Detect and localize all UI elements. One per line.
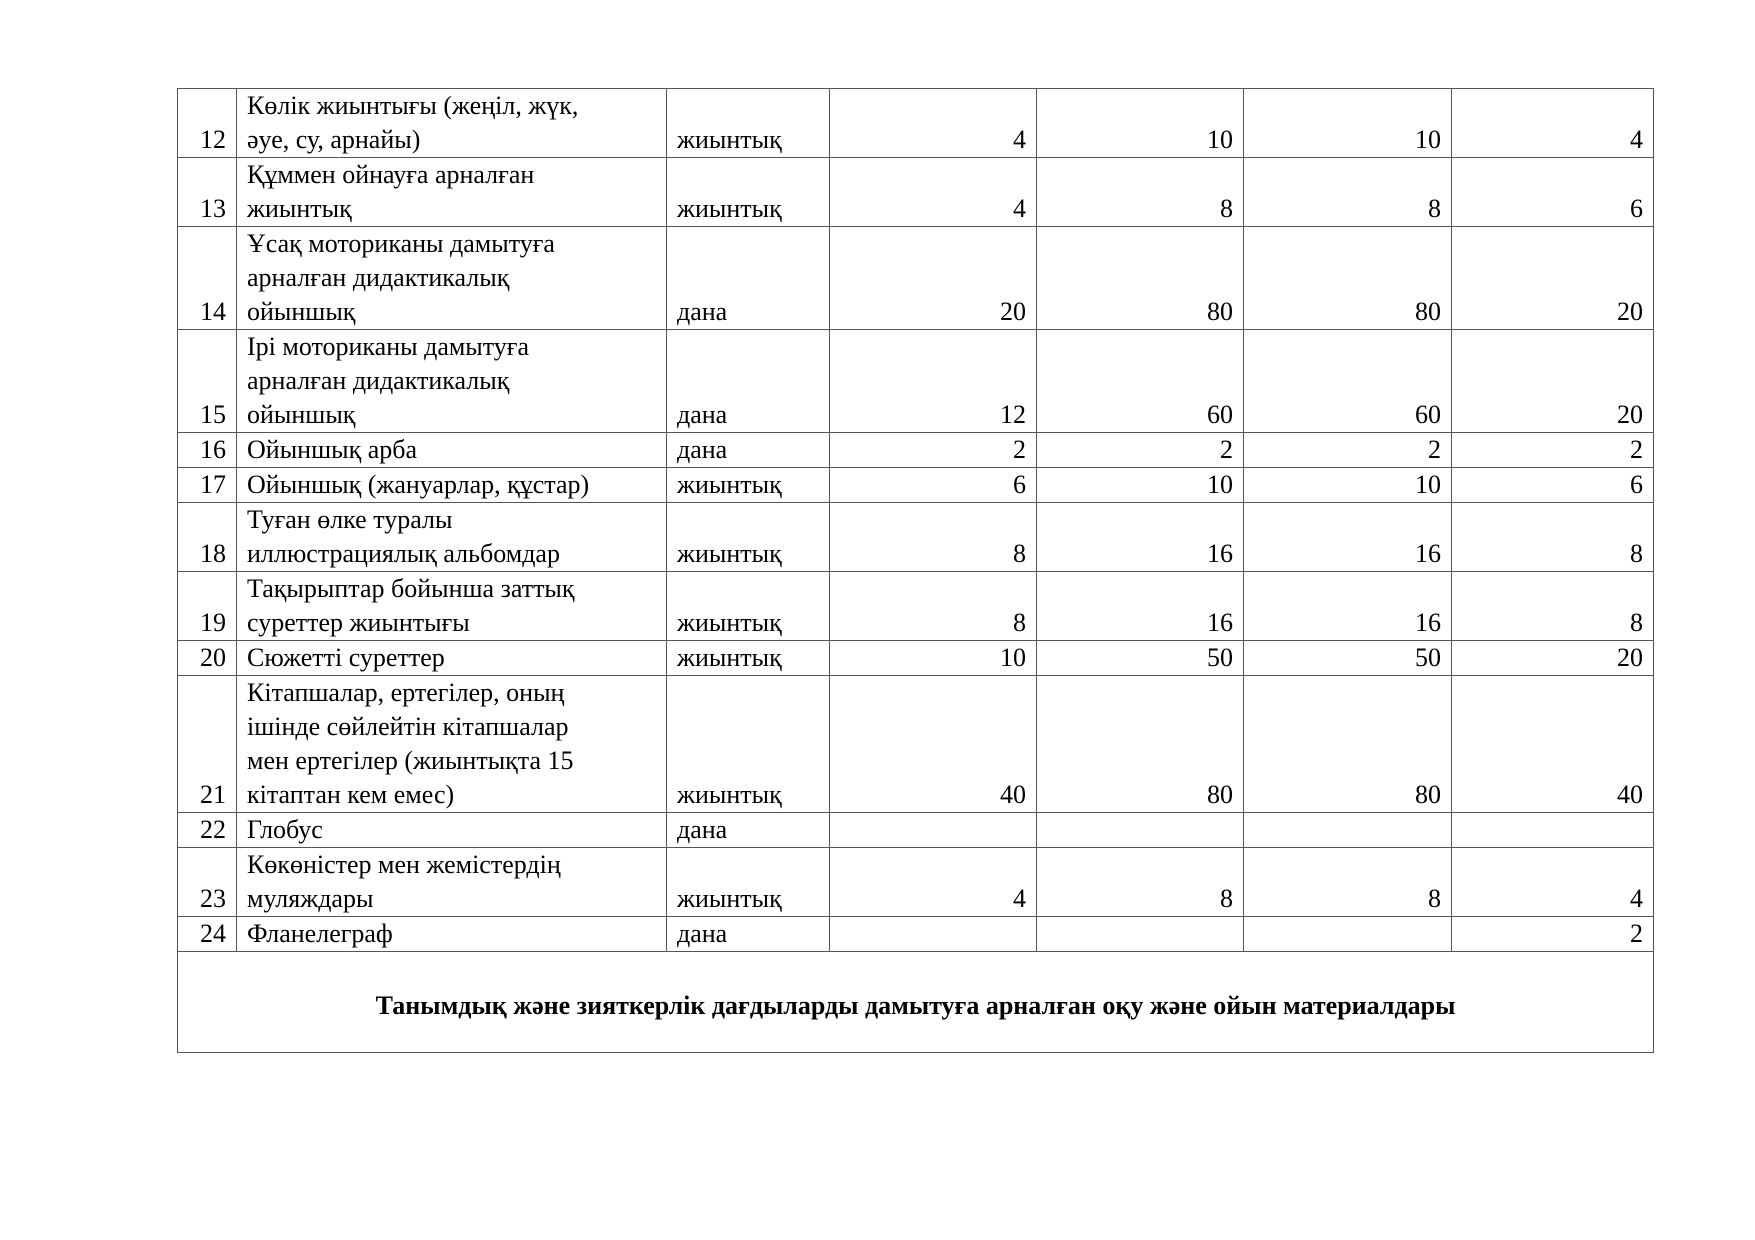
table-row	[178, 503, 1654, 572]
quantity-col-1-cell: 8	[830, 503, 1037, 572]
quantity-col-4-cell: 4	[1452, 89, 1654, 158]
item-name-cell: Ірі моториканы дамытуға арналған дидактикалық ойыншық	[237, 330, 667, 433]
unit-of-measure-cell: жиынтық	[667, 572, 830, 641]
quantity-col-1-cell: 10	[830, 641, 1037, 676]
unit-of-measure-cell: жиынтық	[667, 848, 830, 917]
item-name-cell: Ұсақ моториканы дамытуға арналған дидактикалық ойыншық	[237, 227, 667, 330]
row-number-cell: 24	[178, 917, 237, 952]
unit-of-measure-cell: жиынтық	[667, 641, 830, 676]
unit-of-measure-cell: дана	[667, 330, 830, 433]
quantity-col-2-cell: 50	[1037, 641, 1244, 676]
quantity-col-3-cell	[1244, 917, 1452, 952]
quantity-col-2-cell: 16	[1037, 503, 1244, 572]
quantity-col-1-cell: 4	[830, 848, 1037, 917]
quantity-col-4-cell: 8	[1452, 503, 1654, 572]
table-row	[178, 848, 1654, 917]
section-heading: Танымдық және зияткерлік дағдыларды дамытуға арналған оқу және ойын материалдары	[375, 991, 1456, 1020]
quantity-col-4-cell: 4	[1452, 848, 1654, 917]
quantity-col-3-cell: 8	[1244, 158, 1452, 227]
table-row	[178, 813, 1654, 848]
unit-of-measure-cell: жиынтық	[667, 503, 830, 572]
item-name-cell: Көкөністер мен жемістердің муляждары	[237, 848, 667, 917]
quantity-col-4-cell: 2	[1452, 917, 1654, 952]
unit-of-measure-cell: дана	[667, 917, 830, 952]
quantity-col-1-cell: 40	[830, 676, 1037, 813]
item-name-cell: Глобус	[237, 813, 667, 848]
quantity-col-1-cell: 8	[830, 572, 1037, 641]
quantity-col-3-cell: 80	[1244, 676, 1452, 813]
table-row	[178, 158, 1654, 227]
quantity-col-1-cell: 2	[830, 433, 1037, 468]
unit-of-measure-cell: жиынтық	[667, 468, 830, 503]
quantity-col-3-cell: 80	[1244, 227, 1452, 330]
unit-of-measure-cell: жиынтық	[667, 89, 830, 158]
table-row	[178, 641, 1654, 676]
quantity-col-2-cell	[1037, 813, 1244, 848]
quantity-col-4-cell: 20	[1452, 641, 1654, 676]
quantity-col-3-cell: 50	[1244, 641, 1452, 676]
section-heading-cell	[178, 952, 1654, 1053]
item-name-cell: Құммен ойнауға арналған жиынтық	[237, 158, 667, 227]
table-row	[178, 468, 1654, 503]
quantity-col-2-cell: 10	[1037, 89, 1244, 158]
table-row	[178, 917, 1654, 952]
quantity-col-3-cell: 16	[1244, 503, 1452, 572]
quantity-col-1-cell	[830, 813, 1037, 848]
unit-of-measure-cell: дана	[667, 433, 830, 468]
quantity-col-4-cell	[1452, 813, 1654, 848]
quantity-col-4-cell: 20	[1452, 330, 1654, 433]
quantity-col-4-cell: 8	[1452, 572, 1654, 641]
item-name-cell: Тақырыптар бойынша заттық суреттер жиынтығы	[237, 572, 667, 641]
item-name-cell: Кітапшалар, ертегілер, оның ішінде сөйлейтін кітапшалар мен ертегілер (жиынтықта 15 кітаптан кем емес)	[237, 676, 667, 813]
table-row	[178, 227, 1654, 330]
quantity-col-2-cell: 8	[1037, 848, 1244, 917]
quantity-col-2-cell: 60	[1037, 330, 1244, 433]
quantity-col-4-cell: 6	[1452, 468, 1654, 503]
quantity-col-3-cell: 10	[1244, 468, 1452, 503]
row-number-cell: 21	[178, 676, 237, 813]
section-heading-row	[178, 952, 1654, 1053]
quantity-col-3-cell	[1244, 813, 1452, 848]
quantity-col-1-cell	[830, 917, 1037, 952]
row-number-cell: 19	[178, 572, 237, 641]
unit-of-measure-cell: дана	[667, 813, 830, 848]
quantity-col-2-cell: 2	[1037, 433, 1244, 468]
quantity-col-3-cell: 10	[1244, 89, 1452, 158]
quantity-col-3-cell: 2	[1244, 433, 1452, 468]
table-row	[178, 676, 1654, 813]
table-row	[178, 89, 1654, 158]
row-number-cell: 17	[178, 468, 237, 503]
quantity-col-2-cell: 80	[1037, 676, 1244, 813]
item-name-cell: Ойыншық (жануарлар, құстар)	[237, 468, 667, 503]
unit-of-measure-cell: дана	[667, 227, 830, 330]
quantity-col-3-cell: 60	[1244, 330, 1452, 433]
row-number-cell: 16	[178, 433, 237, 468]
quantity-col-1-cell: 20	[830, 227, 1037, 330]
quantity-col-2-cell: 10	[1037, 468, 1244, 503]
row-number-cell: 14	[178, 227, 237, 330]
row-number-cell: 20	[178, 641, 237, 676]
row-number-cell: 13	[178, 158, 237, 227]
item-name-cell: Көлік жиынтығы (жеңіл, жүк, әуе, су, арнайы)	[237, 89, 667, 158]
item-name-cell: Туған өлке туралы иллюстрациялық альбомдар	[237, 503, 667, 572]
quantity-col-4-cell: 20	[1452, 227, 1654, 330]
row-number-cell: 12	[178, 89, 237, 158]
table-row	[178, 330, 1654, 433]
item-name-cell: Ойыншық арба	[237, 433, 667, 468]
quantity-col-1-cell: 12	[830, 330, 1037, 433]
quantity-col-2-cell: 8	[1037, 158, 1244, 227]
unit-of-measure-cell: жиынтық	[667, 676, 830, 813]
row-number-cell: 22	[178, 813, 237, 848]
quantity-col-2-cell: 16	[1037, 572, 1244, 641]
quantity-col-1-cell: 6	[830, 468, 1037, 503]
row-number-cell: 15	[178, 330, 237, 433]
quantity-col-1-cell: 4	[830, 89, 1037, 158]
table-body	[178, 89, 1654, 1053]
item-name-cell: Сюжетті суреттер	[237, 641, 667, 676]
quantity-col-4-cell: 2	[1452, 433, 1654, 468]
quantity-col-4-cell: 6	[1452, 158, 1654, 227]
quantity-col-2-cell	[1037, 917, 1244, 952]
table-row	[178, 433, 1654, 468]
row-number-cell: 18	[178, 503, 237, 572]
materials-table	[177, 88, 1654, 1053]
quantity-col-4-cell: 40	[1452, 676, 1654, 813]
row-number-cell: 23	[178, 848, 237, 917]
quantity-col-3-cell: 8	[1244, 848, 1452, 917]
quantity-col-2-cell: 80	[1037, 227, 1244, 330]
item-name-cell: Фланелеграф	[237, 917, 667, 952]
unit-of-measure-cell: жиынтық	[667, 158, 830, 227]
quantity-col-1-cell: 4	[830, 158, 1037, 227]
quantity-col-3-cell: 16	[1244, 572, 1452, 641]
table-row	[178, 572, 1654, 641]
